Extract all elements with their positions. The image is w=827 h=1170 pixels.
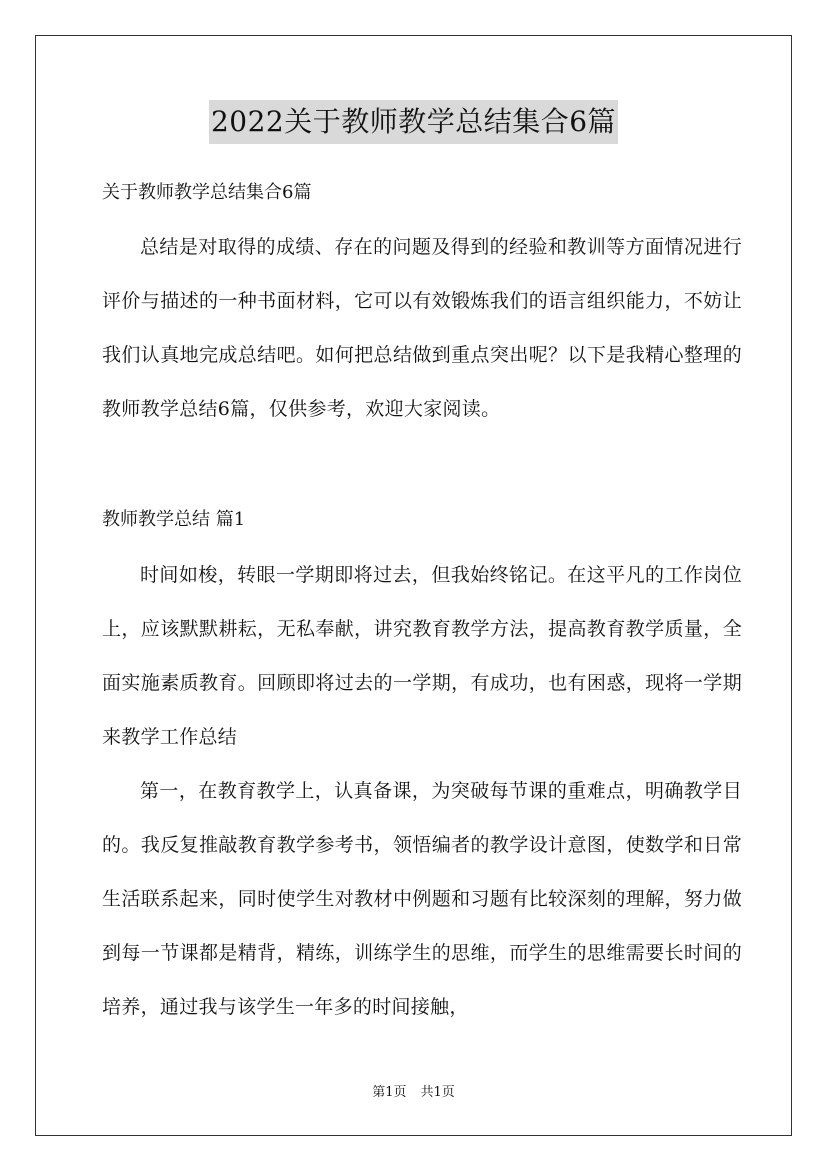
section-heading: 教师教学总结 篇1 bbox=[102, 509, 246, 530]
page-footer bbox=[0, 1084, 827, 1102]
document-title: 2022关于教师教学总结集合6篇 bbox=[209, 100, 618, 144]
page-total: 共1页 bbox=[420, 1085, 455, 1100]
document-subtitle: 关于教师教学总结集合6篇 bbox=[102, 182, 312, 203]
body-paragraph-1: 时间如梭，转眼一学期即将过去，但我始终铭记。在这平凡的工作岗位上，应该默默耕耘，无私奉献，讲究教育教学方法，提高教育教学质量，全面实施素质教育。回顾即将过去的一学期，有成功，也有困惑，现将一学期来教学工作总结 bbox=[102, 564, 742, 748]
body-paragraph-2: 第一，在教育教学上，认真备课，为突破每节课的重难点，明确教学目的。我反复推敲教育教学参考书，领悟编者的教学设计意图，使数学和日常生活联系起来，同时使学生对教材中例题和习题有比较深刻的理解，努力做到每一节课都是精背，精练，训练学生的思维，而学生的思维需要长时间的培养，通过我与该学生一年多的时间接触， bbox=[102, 780, 742, 1018]
page-number: 第1页 bbox=[372, 1085, 407, 1100]
intro-paragraph: 总结是对取得的成绩、存在的问题及得到的经验和教训等方面情况进行评价与描述的一种书面材料，它可以有效锻炼我们的语言组织能力，不妨让我们认真地完成总结吧。如何把总结做到重点突出呢？以下是我精心整理的教师教学总结6篇，仅供参考，欢迎大家阅读。 bbox=[102, 236, 742, 420]
document-title-wrapper bbox=[0, 100, 827, 144]
